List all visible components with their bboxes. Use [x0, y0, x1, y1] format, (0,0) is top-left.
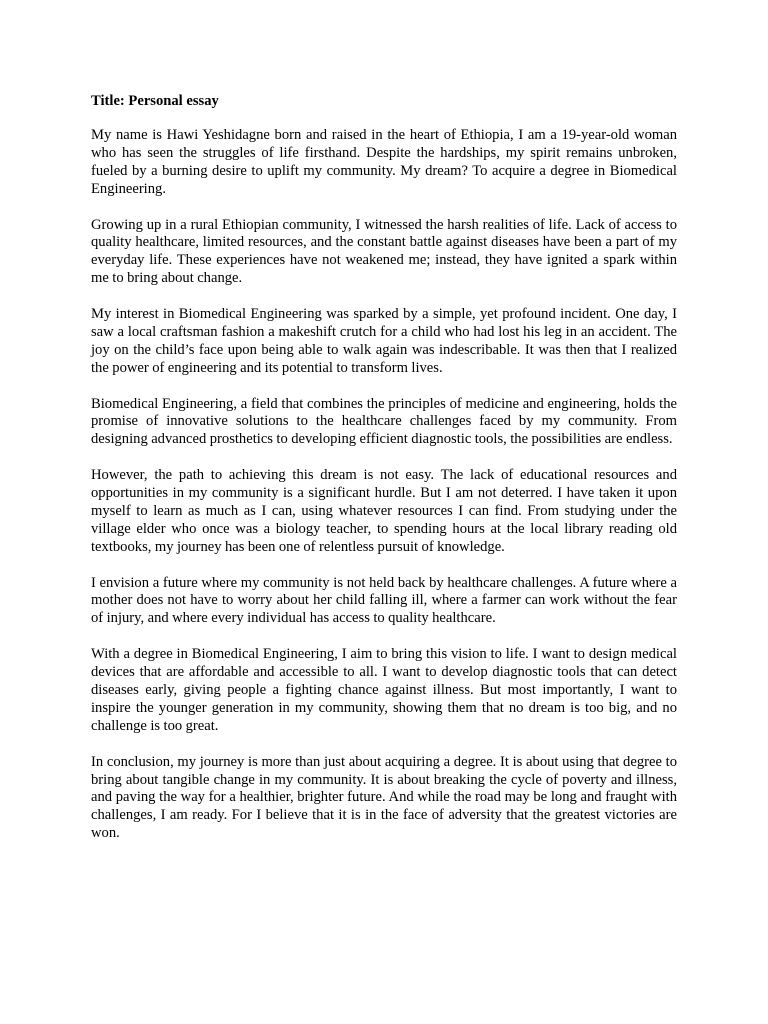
paragraph-introduction: My name is Hawi Yeshidagne born and raised in the heart of Ethiopia, I am a 19-year-old woman who has seen the struggles of life firsthand. Despite the hardships, my spirit remains unbroken, fueled by a burning desire to uplift my community. My dream? To acquire a degree in Biomedical Engineering.	[91, 127, 677, 197]
essay-title: Title: Personal essay	[91, 93, 219, 109]
paragraph-vision: I envision a future where my community is not held back by healthcare challenges. A future where a mother does not have to worry about her child falling ill, where a farmer can work without the fear of injury, and where every individual has access to quality healthcare.	[91, 574, 677, 627]
paragraph-goals: With a degree in Biomedical Engineering, I aim to bring this vision to life. I want to design medical devices that are affordable and accessible to all. I want to develop diagnostic tools that can detect diseases early, giving people a fighting chance against illness. But most importantly, I want to inspire the younger generation in my community, showing them that no dream is too big, and no challenge is too great.	[91, 646, 677, 734]
paragraph-field-description: Biomedical Engineering, a field that combines the principles of medicine and engineering, holds the promise of innovative solutions to the healthcare challenges faced by my community. From designing advanced prosthetics to developing efficient diagnostic tools, the possibilities are endless.	[91, 395, 677, 448]
paragraph-interest: My interest in Biomedical Engineering was sparked by a simple, yet profound incident. One day, I saw a local craftsman fashion a makeshift crutch for a child who had lost his leg in an accident. The joy on the child’s face upon being able to walk again was indescribable. It was then that I realized the power of engineering and its potential to transform lives.	[91, 306, 677, 376]
paragraph-challenges: However, the path to achieving this dream is not easy. The lack of educational resources and opportunities in my community is a significant hurdle. But I am not deterred. I have taken it upon myself to learn as much as I can, using whatever resources I can find. From studying under the village elder who once was a biology teacher, to spending hours at the local library reading old textbooks, my journey has been one of relentless pursuit of knowledge.	[91, 467, 677, 555]
paragraph-conclusion: In conclusion, my journey is more than just about acquiring a degree. It is about using that degree to bring about tangible change in my community. It is about breaking the cycle of poverty and illness, and paving the way for a healthier, brighter future. And while the road may be long and fraught with challenges, I am ready. For I believe that it is in the face of adversity that the greatest victories are won.	[91, 753, 677, 842]
essay-body	[91, 92, 677, 861]
paragraph-upbringing: Growing up in a rural Ethiopian community, I witnessed the harsh realities of life. Lack of access to quality healthcare, limited resources, and the constant battle against diseases have been a part of my everyday life. These experiences have not weakened me; instead, they have ignited a spark within me to bring about change.	[91, 216, 677, 287]
